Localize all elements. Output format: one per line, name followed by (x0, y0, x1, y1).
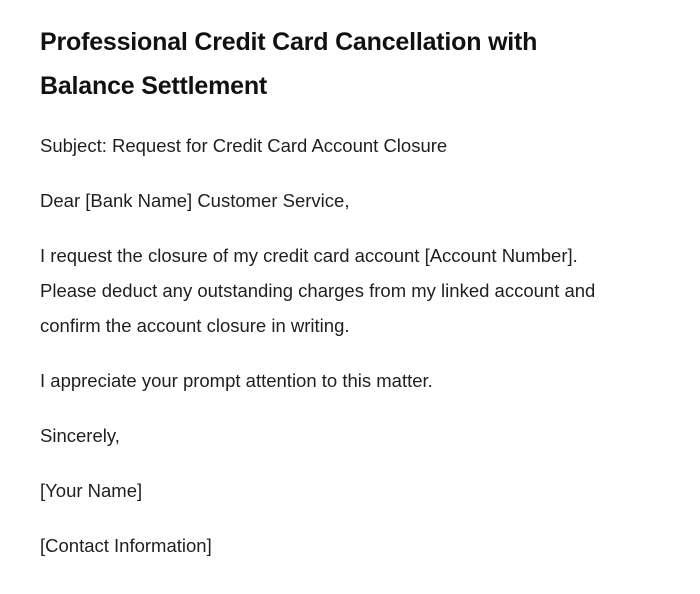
body-paragraph: I request the closure of my credit card account [Account Number]. Please deduct any outstanding charges from my linked account and confirm the account closure in writing. (40, 245, 596, 336)
subject-line: Subject: Request for Credit Card Account Closure (40, 135, 448, 156)
page-title: Professional Credit Card Cancellation with Balance Settlement (40, 28, 538, 100)
signature-name-placeholder: [Your Name] (40, 480, 143, 501)
closing-paragraph: I appreciate your prompt attention to this matter. (40, 370, 433, 391)
contact-info-placeholder: [Contact Information] (40, 535, 212, 556)
salutation: Dear [Bank Name] Customer Service, (40, 190, 350, 211)
sign-off: Sincerely, (40, 425, 120, 446)
